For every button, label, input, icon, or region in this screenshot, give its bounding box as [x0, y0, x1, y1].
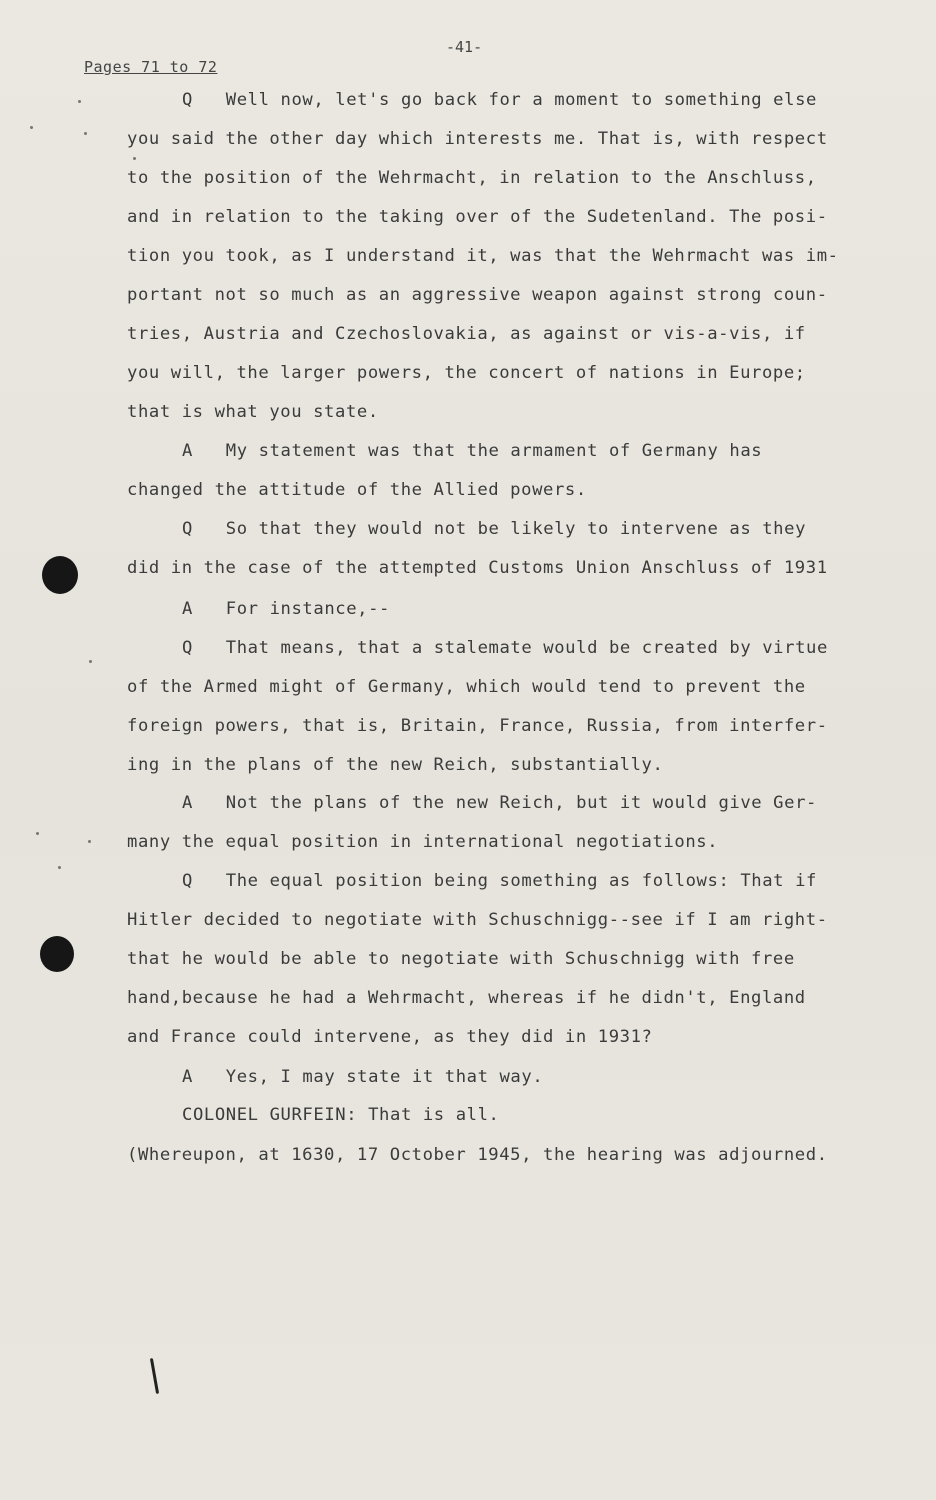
speck [133, 157, 136, 160]
speck [30, 126, 33, 129]
transcript-line: tries, Austria and Czechoslovakia, as against or vis-a-vis, if [127, 324, 806, 344]
transcript-line: that is what you state. [127, 402, 379, 422]
transcript-line: hand,because he had a Wehrmacht, whereas if he didn't, England [127, 988, 806, 1008]
transcript-line: changed the attitude of the Allied powers. [127, 480, 587, 500]
speck [78, 100, 81, 103]
transcript-line: (Whereupon, at 1630, 17 October 1945, the hearing was adjourned. [127, 1145, 828, 1165]
transcript-line: Q So that they would not be likely to intervene as they [182, 519, 807, 539]
transcript-line: A For instance,-- [182, 599, 391, 619]
transcript-line: Q Well now, let's go back for a moment to something else [182, 90, 817, 110]
transcript-line: of the Armed might of Germany, which would tend to prevent the [127, 677, 806, 697]
transcript-line: to the position of the Wehrmacht, in relation to the Anschluss, [127, 168, 817, 188]
transcript-line: Q The equal position being something as follows: That if [182, 871, 817, 891]
punch-hole [40, 936, 74, 972]
transcript-line: and France could intervene, as they did in 1931? [127, 1027, 653, 1047]
transcript-line: Hitler decided to negotiate with Schuschnigg--see if I am right- [127, 910, 828, 930]
transcript-line: that he would be able to negotiate with Schuschnigg with free [127, 949, 795, 969]
transcript-line: you will, the larger powers, the concert of nations in Europe; [127, 363, 806, 383]
speck [89, 660, 92, 663]
transcript-line: foreign powers, that is, Britain, France, Russia, from interfer- [127, 716, 828, 736]
pen-mark [150, 1358, 159, 1394]
transcript-line: and in relation to the taking over of the Sudetenland. The posi- [127, 207, 828, 227]
transcript-line: tion you took, as I understand it, was that the Wehrmacht was im- [127, 246, 839, 266]
transcript-line: A My statement was that the armament of Germany has [182, 441, 763, 461]
punch-hole [42, 556, 78, 594]
transcript-line: A Yes, I may state it that way. [182, 1067, 544, 1087]
speck [36, 832, 39, 835]
speck [58, 866, 61, 869]
transcript-line: COLONEL GURFEIN: That is all. [182, 1105, 500, 1125]
transcript-line: A Not the plans of the new Reich, but it would give Ger- [182, 793, 817, 813]
transcript-line: did in the case of the attempted Customs Union Anschluss of 1931 [127, 558, 828, 578]
transcript-line: Q That means, that a stalemate would be created by virtue [182, 638, 828, 658]
transcript-line: you said the other day which interests me. That is, with respect [127, 129, 828, 149]
pages-reference: Pages 71 to 72 [84, 58, 218, 76]
page-number: -41- [446, 38, 483, 56]
transcript-line: ing in the plans of the new Reich, substantially. [127, 755, 664, 775]
transcript-line: many the equal position in international negotiations. [127, 832, 719, 852]
speck [84, 132, 87, 135]
speck [88, 840, 91, 843]
transcript-line: portant not so much as an aggressive weapon against strong coun- [127, 285, 828, 305]
